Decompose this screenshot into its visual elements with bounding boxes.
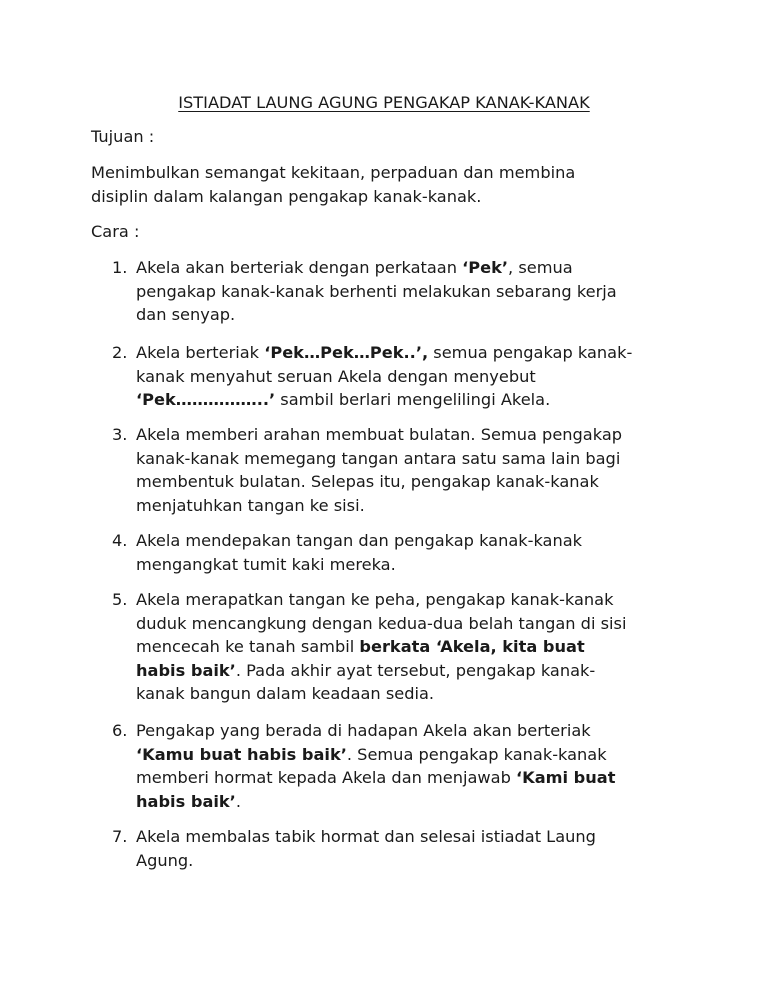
step-number: 3.	[112, 425, 128, 444]
tujuan-text-line-1: Menimbulkan semangat kekitaan, perpaduan dan membina	[91, 163, 576, 182]
step-line	[136, 494, 365, 518]
tujuan-label: Tujuan :	[91, 127, 155, 146]
step-line	[136, 790, 241, 814]
text-run: menjatuhkan tangan ke sisi.	[136, 495, 365, 515]
step-number: 6.	[112, 721, 128, 740]
bold-text-run: ‘Pek……………..’	[136, 390, 276, 409]
text-run: kanak bangun dalam keadaan sedia.	[136, 684, 435, 703]
step-number: 4.	[112, 531, 128, 550]
bold-text-run: habis baik’	[136, 791, 236, 811]
step-line	[136, 529, 582, 553]
text-run: Agung.	[136, 850, 194, 870]
text-run: Akela membalas tabik hormat dan selesai istiadat Laung	[136, 827, 596, 846]
step-line	[136, 365, 536, 389]
text-run: Akela berteriak	[136, 343, 265, 362]
text-run: membentuk bulatan. Selepas itu, pengakap kanak-kanak	[136, 472, 599, 491]
text-run: Akela memberi arahan membuat bulatan. Semua pengakap	[136, 425, 623, 444]
step-number: 1.	[112, 258, 128, 277]
text-run: kanak menyahut seruan Akela dengan menyebut	[136, 366, 536, 386]
step-line	[136, 303, 235, 327]
step-number: 2.	[112, 343, 128, 362]
step-line	[136, 635, 585, 659]
step-number: 7.	[112, 827, 128, 846]
tujuan-text-line-2: disiplin dalam kalangan pengakap kanak-kanak.	[91, 187, 482, 206]
step-line	[136, 743, 607, 767]
step-line	[136, 719, 591, 743]
text-run: memberi hormat kepada Akela dan menjawab	[136, 768, 517, 787]
step-line	[136, 423, 622, 447]
bold-text-run: ‘Pek’	[462, 258, 509, 277]
text-run: duduk mencangkung dengan kedua-dua belah tangan di sisi	[136, 613, 627, 633]
step-line	[136, 612, 626, 636]
step-number: 5.	[112, 590, 128, 609]
bold-text-run: berkata ‘Akela, kita buat	[359, 637, 585, 656]
text-run: kanak-kanak memegang tangan antara satu sama lain bagi	[136, 448, 621, 468]
text-run: .	[235, 791, 241, 811]
step-line	[136, 766, 615, 790]
document-title: ISTIADAT LAUNG AGUNG PENGAKAP KANAK-KANAK	[178, 93, 590, 112]
cara-label: Cara :	[91, 222, 140, 241]
step-line	[136, 588, 613, 612]
text-run: dan senyap.	[136, 305, 236, 324]
bold-text-run: ‘Pek…Pek…Pek..’,	[264, 343, 429, 362]
step-line	[136, 341, 632, 365]
step-line	[136, 470, 599, 494]
step-line	[136, 659, 595, 683]
text-run: . Pada akhir ayat tersebut, pengakap kanak-	[235, 660, 596, 680]
step-line	[136, 447, 620, 471]
text-run: semua pengakap kanak-	[428, 343, 633, 362]
step-line	[136, 388, 550, 412]
step-line	[136, 280, 617, 304]
text-run: mencecah ke tanah sambil	[136, 637, 360, 656]
text-run: mengangkat tumit kaki mereka.	[136, 554, 396, 574]
text-run: . Semua pengakap kanak-kanak	[346, 744, 607, 764]
step-line	[136, 553, 396, 577]
bold-text-run: ‘Kamu buat habis baik’	[136, 744, 347, 764]
text-run: pengakap kanak-kanak berhenti melakukan sebarang kerja	[136, 281, 617, 301]
step-line	[136, 849, 193, 873]
bold-text-run: ‘Kami buat	[516, 768, 616, 787]
step-line	[136, 682, 434, 706]
step-line	[136, 825, 596, 849]
text-run: , semua	[508, 258, 573, 277]
step-line	[136, 256, 573, 280]
text-run: sambil berlari mengelilingi Akela.	[275, 390, 551, 409]
text-run: Akela akan berteriak dengan perkataan	[136, 258, 463, 277]
text-run: Akela merapatkan tangan ke peha, pengakap kanak-kanak	[136, 590, 614, 609]
bold-text-run: habis baik’	[136, 660, 236, 680]
text-run: Akela mendepakan tangan dan pengakap kanak-kanak	[136, 531, 583, 550]
text-run: Pengakap yang berada di hadapan Akela akan berteriak	[136, 721, 591, 740]
